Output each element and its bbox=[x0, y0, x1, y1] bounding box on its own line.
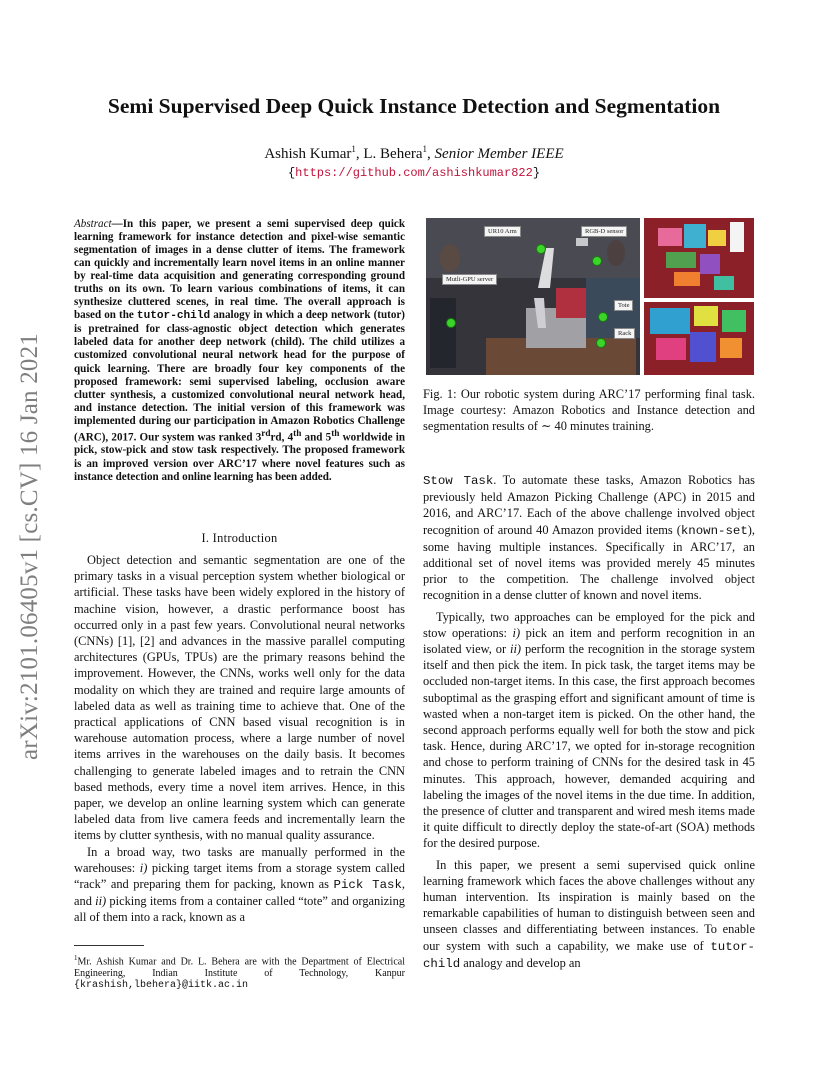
footnote bbox=[74, 953, 405, 992]
abstract-dash: — bbox=[111, 218, 123, 230]
superscript: th bbox=[331, 428, 340, 439]
enumerator: i) bbox=[512, 625, 521, 640]
text-run: perform the recognition in the storage system itself and then pick the item. In pick task, the target items may be occluded non-target items. In this case, the first approach becomes suboptimal as the grasping effort and significant amount of time is wasted when a non-target item is picked. On the other hand, the second approach performs equally well for both the stow and pick task. Hence, during ARC’17, we opted for in-storage recognition and chose to perform training of CNNs for the desired task in 45 minutes. This approach, however, demanded acquiring and labeling the images of the novel items in the due time. In addition, the presence of clutter and transparent and wired mesh items made it quite difficult to directly deploy the state-of-art (SOA) methods for the desired purpose. bbox=[423, 642, 755, 851]
marker-dot bbox=[446, 318, 456, 328]
superscript: rd bbox=[261, 428, 271, 439]
text-run: picking target items from a storage system called “rack” and preparing them for packing, known as bbox=[74, 860, 405, 892]
author-line bbox=[0, 144, 828, 163]
abstract-text: analogy in which a deep network (tutor) is pretrained for class-agnostic object detection which generates labeled data for another deep network (child). The child utilizes a customized convolutional neural network head for the purpose of quick learning. There are broadly four key components of the proposed framework: semi supervised labeling, occlusion aware clutter synthesis, a customized convolutional neural network head, and instance detection. The initial version of this framework was implemented during our participation in Amazon Robotics Challenge (ARC), 2017. Our system was ranked 3 bbox=[74, 309, 406, 444]
paragraph bbox=[423, 857, 755, 972]
text-run: , and bbox=[74, 877, 406, 909]
marker-dot bbox=[536, 244, 546, 254]
brace: { bbox=[287, 166, 296, 180]
text-run: pick an item and perform recognition in an isolated view, or bbox=[423, 625, 755, 657]
arxiv-identifier: arXiv:2101.06405v1 [cs.CV] 16 Jan 2021 bbox=[16, 333, 43, 760]
repo-url-line bbox=[0, 166, 828, 180]
abstract bbox=[74, 218, 405, 484]
text-run: picking items from a container called “tote” and organizing all of them into a rack, known as a bbox=[74, 894, 405, 925]
label-rack: Rack bbox=[614, 328, 635, 339]
segmentation-result-rack bbox=[644, 302, 754, 375]
footnote-emails: {krashish,lbehera}@iitk.ac.in bbox=[74, 980, 249, 992]
text-run: Typically, two approaches can be employed for the pick and stow operations: bbox=[423, 609, 755, 640]
author-name: Ashish Kumar bbox=[264, 146, 352, 162]
text-run: In a broad way, two tasks are manually performed in the warehouses: bbox=[74, 844, 405, 875]
abstract-text: In this paper, we present a semi supervised deep quick learning framework for instance detection and pixel-wise semantic segmentation of images in a dense clutter of items. The framework can quickly and incrementally learn novel items in an online manner by real-time data acquisition and generating corresponding ground truths on its own. To learn various combinations of items, it can synthesize cluttered scenes, in real time. The overall approach is based on the bbox=[74, 218, 405, 322]
paragraph bbox=[74, 844, 405, 926]
text-run: ), some having multiple instances. Specifically in ARC’17, an additional set of novel items was provided merely 45 minutes prior to the competition. The challenge involved object recognition in a dense clutter of known and novel items. bbox=[423, 522, 755, 603]
paragraph bbox=[423, 609, 755, 852]
enumerator: i) bbox=[139, 860, 148, 875]
text-run: analogy and develop an bbox=[460, 955, 581, 970]
robot-scene-illustration bbox=[426, 218, 640, 375]
label-arm: UR10 Arm bbox=[484, 226, 521, 237]
abstract-text: rd, 4 bbox=[270, 431, 294, 444]
intro-column bbox=[74, 552, 405, 926]
marker-dot bbox=[592, 256, 602, 266]
abstract-label: Abstract bbox=[74, 218, 112, 230]
paper-title: Semi Supervised Deep Quick Instance Detection and Segmentation bbox=[107, 94, 721, 118]
footnote-mark: 1 bbox=[74, 954, 78, 962]
figure-caption: Fig. 1: Our robotic system during ARC’17 performing final task. Image courtesy: Amazon Robotics and Instance detection and segmentation results of ∼ 40 minutes training. bbox=[423, 387, 755, 434]
label-sensor: RGB-D sensor bbox=[581, 226, 627, 237]
right-column bbox=[423, 472, 755, 977]
brace: } bbox=[532, 166, 541, 180]
segmentation-result-tote bbox=[644, 218, 754, 298]
author-role: Senior Member IEEE bbox=[434, 146, 564, 162]
code-term: Pick Task bbox=[333, 878, 402, 893]
code-term: Stow Task bbox=[423, 474, 494, 488]
segmentation-overlay bbox=[644, 218, 754, 298]
paragraph: Object detection and semantic segmentation are one of the primary tasks in a visual perception system whether biological or artificial. These tasks have been widely explored in the history of machine vision, however, a drastic performance boost has occurred only in a past few years. Convolutional neural networks (CNNs) [1], [2] and advances in the massive parallel computing architectures (GPUs, TPUs) are the primary reasons behind the improvement. However, the CNNs, works well only for the data modality on which they are trained and require large amounts of labeled data as well as training time to achieve that. One of the practical applications of CNN based visual recognition is in warehouse automation process, where a large number of novel items arrives in the warehouses on the daily basis. It becomes challenging to generate labeled images and to retrain the CNN based methods, every time a novel item arrives. Hence, in this paper, we develop an online learning system which can generate labeled data from live camera feeds and incrementally learn the items by clutter synthesis, with no manual quality assurance. bbox=[74, 553, 405, 843]
abstract-text: and 5 bbox=[301, 431, 332, 444]
paragraph bbox=[423, 472, 755, 604]
abstract-text: worldwide in pick, stow-pick and stow task respectively. The proposed framework is an improved version over ARC’17 where novel features such as instance detection and online learning has been added. bbox=[74, 431, 406, 483]
text-run: In this paper, we present a semi supervised quick online learning framework which faces the above challenges without any human intervention. Its inspiration is mainly based on the remarkable capabilities of human to distinguish between seen and unseen classes and differentiating between instances. To enable our system with such a capability, we make use of bbox=[423, 857, 755, 953]
footnote-text: Mr. Ashish Kumar and Dr. L. Behera are with the Department of Electrical Engineering, Indian Institute of Technology, Kanpur bbox=[74, 956, 405, 979]
enumerator: ii) bbox=[510, 642, 522, 657]
code-term: known-set bbox=[680, 523, 748, 538]
separator: , bbox=[427, 146, 435, 162]
footnote-rule bbox=[74, 945, 144, 946]
affiliation-mark: 1 bbox=[351, 144, 356, 154]
text-run: . To automate these tasks, Amazon Robotics has previously held Amazon Picking Challenge (APC) in 2015 and 2016, and ARC’17. Each of the above challenge involved object recognition of around 40 Amazon provided items ( bbox=[423, 473, 755, 537]
label-server: Mutli-GPU server bbox=[442, 274, 497, 285]
robot-system-photo bbox=[426, 218, 640, 375]
affiliation-mark: 1 bbox=[422, 144, 428, 154]
code-term: tutor-child bbox=[423, 939, 755, 971]
marker-dot bbox=[596, 338, 606, 348]
segmentation-overlay bbox=[644, 302, 754, 375]
section-heading: I. Introduction bbox=[201, 531, 278, 545]
repo-link[interactable]: https://github.com/ashishkumar822 bbox=[295, 166, 533, 180]
code-term: tutor-child bbox=[136, 310, 211, 323]
author-name: , L. Behera bbox=[355, 146, 423, 162]
superscript: th bbox=[293, 428, 302, 439]
marker-dot bbox=[598, 312, 608, 322]
label-tote: Tote bbox=[614, 300, 633, 311]
enumerator: ii) bbox=[95, 894, 107, 909]
